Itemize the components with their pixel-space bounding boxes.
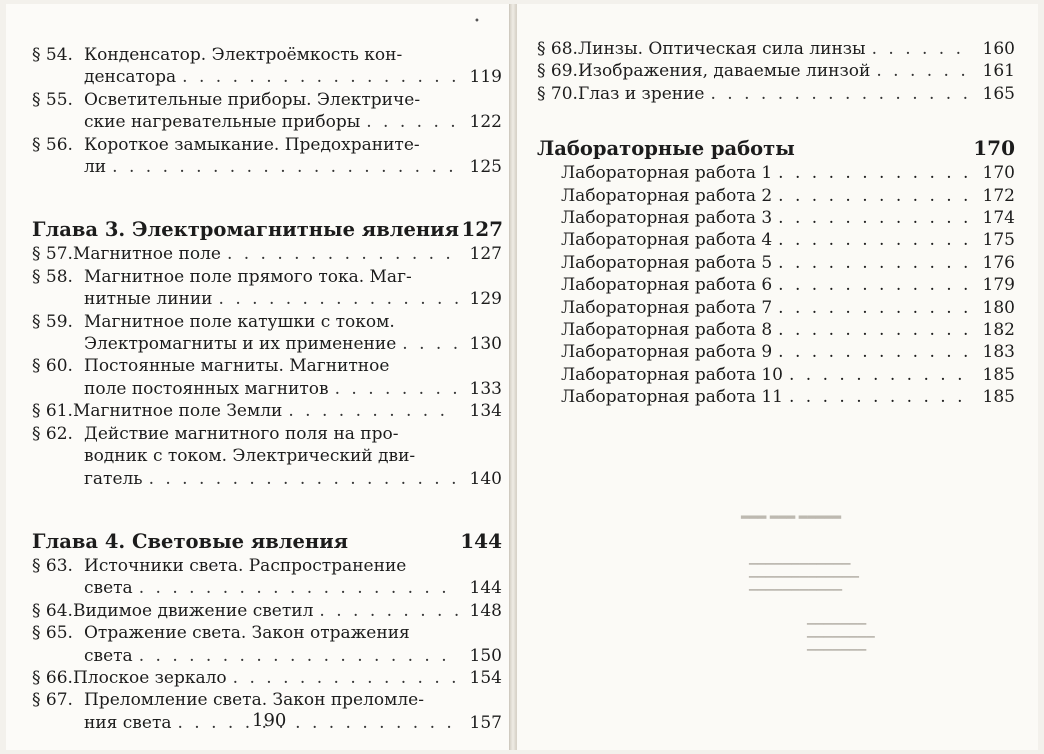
chapter-4-heading (32, 528, 502, 555)
right-toc (537, 38, 1015, 409)
print-speck: • (474, 16, 480, 27)
left-top-entries (32, 44, 502, 178)
toc-entry (537, 38, 1015, 60)
section-title-text: Магнитное поле (72, 244, 221, 265)
chapter-4-title: Глава 4. Световые явления (32, 529, 349, 553)
show-through-text: ▁▁▁▁▁▁▁▁▁▁▁▁ ▁▁▁▁▁▁▁▁▁▁▁▁▁ ▁▁▁▁▁▁▁▁▁▁▁ (749, 552, 859, 591)
dot-leader (789, 364, 973, 386)
section-page: 157 (469, 712, 502, 733)
dot-leader (182, 66, 458, 88)
left-page (6, 4, 510, 750)
show-through-text: ▂▂▂ ▂▂▂ ▂▂▂▂▂ (741, 506, 842, 519)
toc-entry (32, 266, 502, 311)
toc-entry-line (32, 333, 502, 355)
lab-item (537, 341, 1015, 363)
toc-entry (32, 44, 502, 89)
toc-entry-line (32, 134, 502, 156)
section-number: § 54. (32, 45, 73, 65)
lab-label: Лабораторная работа 5 (561, 252, 773, 273)
section-title-text: света (84, 578, 133, 599)
section-page: 133 (469, 378, 502, 399)
toc-entry-line (537, 83, 1015, 105)
dot-leader (778, 162, 973, 184)
toc-entry-line (32, 555, 502, 577)
section-title-text: гатель (84, 468, 143, 489)
section-title-text: Глаз и зрение (577, 83, 705, 104)
toc-entry-line (32, 577, 502, 599)
toc-entry (32, 555, 502, 600)
lab-label: Лабораторная работа 2 (561, 185, 773, 206)
dot-leader (402, 333, 458, 355)
toc-entry (32, 622, 502, 667)
section-number: § 67. (32, 690, 73, 711)
lab-page: 175 (982, 230, 1015, 251)
section-title-text: Действие магнитного поля на про- (84, 423, 399, 444)
toc-entry-line (32, 378, 502, 400)
chapter-3-entries (32, 243, 502, 489)
section-title-text: Электромагниты и их применение (84, 334, 397, 355)
section-page: 154 (469, 667, 502, 688)
page-number: 190 (252, 710, 287, 731)
chapter-4-entries (32, 555, 502, 734)
toc-entry-line (32, 355, 502, 377)
labs-list (537, 162, 1015, 408)
section-title-text: Преломление света. Закон преломле- (84, 690, 424, 711)
labs-page: 170 (973, 136, 1015, 161)
lab-item (537, 319, 1015, 341)
lab-item (537, 207, 1015, 229)
section-number: § 68. (537, 39, 578, 59)
dot-leader (233, 667, 458, 689)
dot-leader (778, 297, 973, 319)
dot-leader (112, 156, 458, 178)
dot-leader (778, 252, 973, 274)
section-page: 165 (982, 83, 1015, 104)
toc-entry (32, 355, 502, 400)
lab-label: Лабораторная работа 11 (561, 387, 783, 408)
dot-leader (227, 243, 458, 265)
toc-entry (32, 311, 502, 356)
section-title-text: Источники света. Распространение (84, 555, 407, 576)
toc-entry-line (32, 667, 502, 689)
toc-entry (32, 243, 502, 265)
section-title-text: Магнитное поле катушки с током. (84, 311, 395, 332)
show-through-text: ▁▁▁▁▁▁▁ ▁▁▁▁▁▁▁▁ ▁▁▁▁▁▁▁ (807, 612, 875, 651)
section-number: § 66. (32, 667, 73, 688)
section-number: § 69. (537, 61, 578, 82)
section-title-text: ли (84, 157, 107, 178)
toc-entry-line (32, 600, 502, 622)
dot-leader (139, 645, 458, 667)
lab-page: 182 (982, 320, 1015, 341)
section-title-text: Отражение света. Закон отражения (84, 623, 410, 644)
lab-item (537, 229, 1015, 251)
section-page: 119 (469, 67, 502, 88)
toc-entry-line (537, 38, 1015, 60)
dot-leader (335, 378, 458, 400)
section-title-text: ния света (84, 712, 172, 733)
lab-page: 180 (982, 297, 1015, 318)
section-title-text: нитные линии (84, 289, 213, 310)
section-title-text: Магнитное поле Земли (72, 401, 283, 422)
dot-leader (778, 319, 973, 341)
toc-entry-line (32, 423, 502, 445)
dot-leader (789, 386, 973, 408)
labs-title: Лабораторные работы (537, 137, 795, 161)
book-spread (6, 4, 1038, 750)
lab-item (537, 386, 1015, 408)
labs-heading (537, 135, 1015, 162)
lab-page: 185 (982, 364, 1015, 385)
section-title-text: Осветительные приборы. Электриче- (84, 89, 421, 110)
chapter-4-page: 144 (460, 528, 502, 553)
chapter-3-heading (32, 216, 502, 243)
section-page: 160 (982, 39, 1015, 59)
lab-label: Лабораторная работа 6 (561, 275, 773, 296)
left-toc (32, 44, 502, 734)
dot-leader (872, 38, 971, 60)
section-title-text: Постоянные магниты. Магнитное (84, 356, 390, 377)
dot-leader (319, 600, 458, 622)
toc-entry-line (537, 60, 1015, 82)
section-title-text: Магнитное поле прямого тока. Маг- (84, 266, 412, 287)
chapter-3-title: Глава 3. Электромагнитные явления (32, 218, 460, 242)
dot-leader (149, 468, 458, 490)
lab-page: 172 (982, 185, 1015, 206)
toc-entry-line (32, 288, 502, 310)
toc-entry-line (32, 156, 502, 178)
lab-page: 170 (982, 163, 1015, 184)
dot-leader (778, 274, 973, 296)
toc-entry (32, 89, 502, 134)
section-page: 161 (982, 61, 1015, 82)
dot-leader (778, 341, 973, 363)
lab-label: Лабораторная работа 1 (561, 163, 773, 184)
section-number: § 64. (32, 600, 73, 621)
section-number: § 65. (32, 623, 73, 644)
dot-leader (711, 83, 972, 105)
lab-item (537, 274, 1015, 296)
lab-item (537, 364, 1015, 386)
toc-entry (32, 667, 502, 689)
section-title-text: Конденсатор. Электроёмкость кон- (84, 45, 403, 65)
lab-page: 179 (982, 275, 1015, 296)
section-page: 140 (469, 468, 502, 489)
right-page (516, 4, 1038, 750)
toc-entry-line (32, 468, 502, 490)
section-title-text: Видимое движение светил (72, 600, 314, 621)
toc-entry-line (32, 266, 502, 288)
section-number: § 58. (32, 266, 73, 287)
section-title-text: Линзы. Оптическая сила линзы (577, 39, 866, 59)
section-page: 130 (469, 334, 502, 355)
dot-leader (139, 577, 458, 599)
lab-item (537, 252, 1015, 274)
toc-entry-line (32, 111, 502, 133)
toc-entry-line (32, 622, 502, 644)
section-page: 148 (469, 600, 502, 621)
dot-leader (366, 111, 458, 133)
section-number: § 62. (32, 423, 73, 444)
section-number: § 57. (32, 244, 73, 265)
lab-item (537, 297, 1015, 319)
section-title-text: Короткое замыкание. Предохраните- (84, 134, 420, 155)
section-number: § 59. (32, 311, 73, 332)
toc-entry-line (32, 311, 502, 333)
dot-leader (876, 60, 971, 82)
section-title-text: водник с током. Электрический дви- (84, 446, 416, 467)
section-title-text: поле постоянных магнитов (84, 378, 329, 399)
section-page: 150 (469, 645, 502, 666)
toc-entry-line (32, 66, 502, 88)
lab-item (537, 162, 1015, 184)
section-page: 129 (469, 289, 502, 310)
lab-label: Лабораторная работа 10 (561, 364, 783, 385)
lab-page: 176 (982, 252, 1015, 273)
section-number: § 61. (32, 401, 73, 422)
section-number: § 63. (32, 555, 73, 576)
section-page: 122 (469, 112, 502, 133)
section-title-text: Плоское зеркало (72, 667, 227, 688)
toc-entry (32, 423, 502, 490)
section-title-text: ские нагревательные приборы (84, 112, 361, 133)
toc-entry-line (32, 243, 502, 265)
lab-item (537, 185, 1015, 207)
toc-entry (32, 600, 502, 622)
toc-entry-line (32, 44, 502, 66)
toc-entry (537, 83, 1015, 105)
section-title-text: денсатора (84, 67, 177, 88)
lab-label: Лабораторная работа 3 (561, 208, 773, 229)
toc-entry-line (32, 400, 502, 422)
lab-label: Лабораторная работа 8 (561, 320, 773, 341)
lab-label: Лабораторная работа 9 (561, 342, 773, 363)
dot-leader (778, 229, 973, 251)
toc-entry (32, 134, 502, 179)
section-number: § 60. (32, 356, 73, 377)
lab-label: Лабораторная работа 4 (561, 230, 773, 251)
section-number: § 56. (32, 134, 73, 155)
right-top-entries (537, 38, 1015, 105)
toc-entry (537, 60, 1015, 82)
section-page: 127 (469, 244, 502, 265)
section-number: § 70. (537, 83, 578, 104)
dot-leader (778, 185, 973, 207)
toc-entry-line (32, 689, 502, 711)
toc-entry-line (32, 645, 502, 667)
toc-entry (32, 400, 502, 422)
toc-entry-line (32, 445, 502, 467)
section-page: 144 (469, 578, 502, 599)
section-title-text: света (84, 645, 133, 666)
lab-label: Лабораторная работа 7 (561, 297, 773, 318)
dot-leader (778, 207, 973, 229)
section-title-text: Изображения, даваемые линзой (577, 61, 871, 82)
chapter-3-page: 127 (461, 217, 504, 242)
dot-leader (288, 400, 458, 422)
section-number: § 55. (32, 89, 73, 110)
toc-entry-line (32, 89, 502, 111)
section-page: 125 (469, 157, 502, 178)
lab-page: 183 (982, 342, 1015, 363)
dot-leader (219, 288, 458, 310)
lab-page: 185 (982, 387, 1015, 408)
dot-leader (177, 712, 458, 734)
section-page: 134 (469, 401, 502, 422)
lab-page: 174 (982, 208, 1015, 229)
